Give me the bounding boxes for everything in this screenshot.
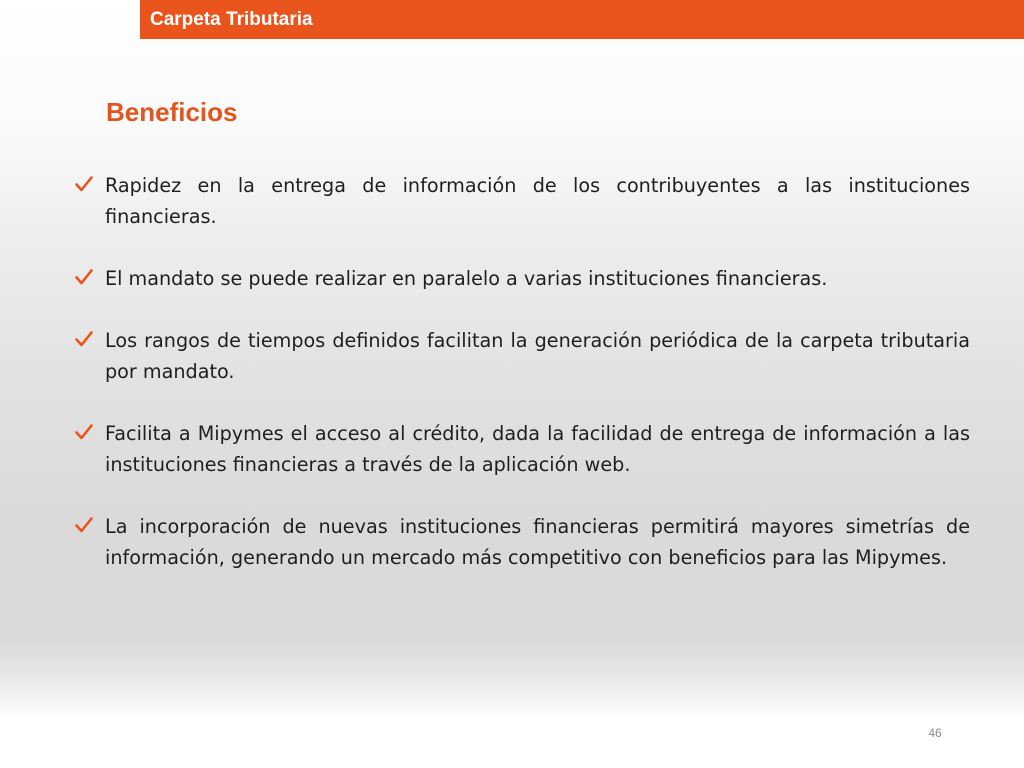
bullet-item — [72, 418, 970, 480]
page-number: 46 — [928, 726, 942, 740]
bullet-text: La incorporación de nuevas instituciones financieras permitirá mayores simetrías de información, generando un mercado más competitivo con beneficios para las Mipymes. — [105, 515, 970, 569]
bullet-item — [72, 263, 970, 294]
check-icon — [74, 515, 94, 535]
bullet-text: Facilita a Mipymes el acceso al crédito, dada la facilidad de entrega de información a las instituciones financieras a través de la aplicación web. — [105, 422, 970, 476]
section-title: Beneficios — [106, 97, 238, 127]
bullet-text: Los rangos de tiempos definidos facilitan la generación periódica de la carpeta tributaria por mandato. — [105, 329, 970, 383]
check-icon — [74, 174, 94, 194]
check-icon — [74, 267, 94, 287]
bullet-item — [72, 511, 970, 573]
bullet-item — [72, 325, 970, 387]
header-title: Carpeta Tributaria — [150, 9, 313, 30]
bullet-list — [72, 170, 970, 573]
bullet-item — [72, 170, 970, 232]
check-icon — [74, 329, 94, 349]
bullet-text: El mandato se puede realizar en paralelo a varias instituciones financieras. — [105, 267, 828, 290]
check-icon — [74, 422, 94, 442]
bullet-text: Rapidez en la entrega de información de los contribuyentes a las instituciones financieras. — [105, 174, 970, 228]
header-bar — [140, 0, 1024, 39]
